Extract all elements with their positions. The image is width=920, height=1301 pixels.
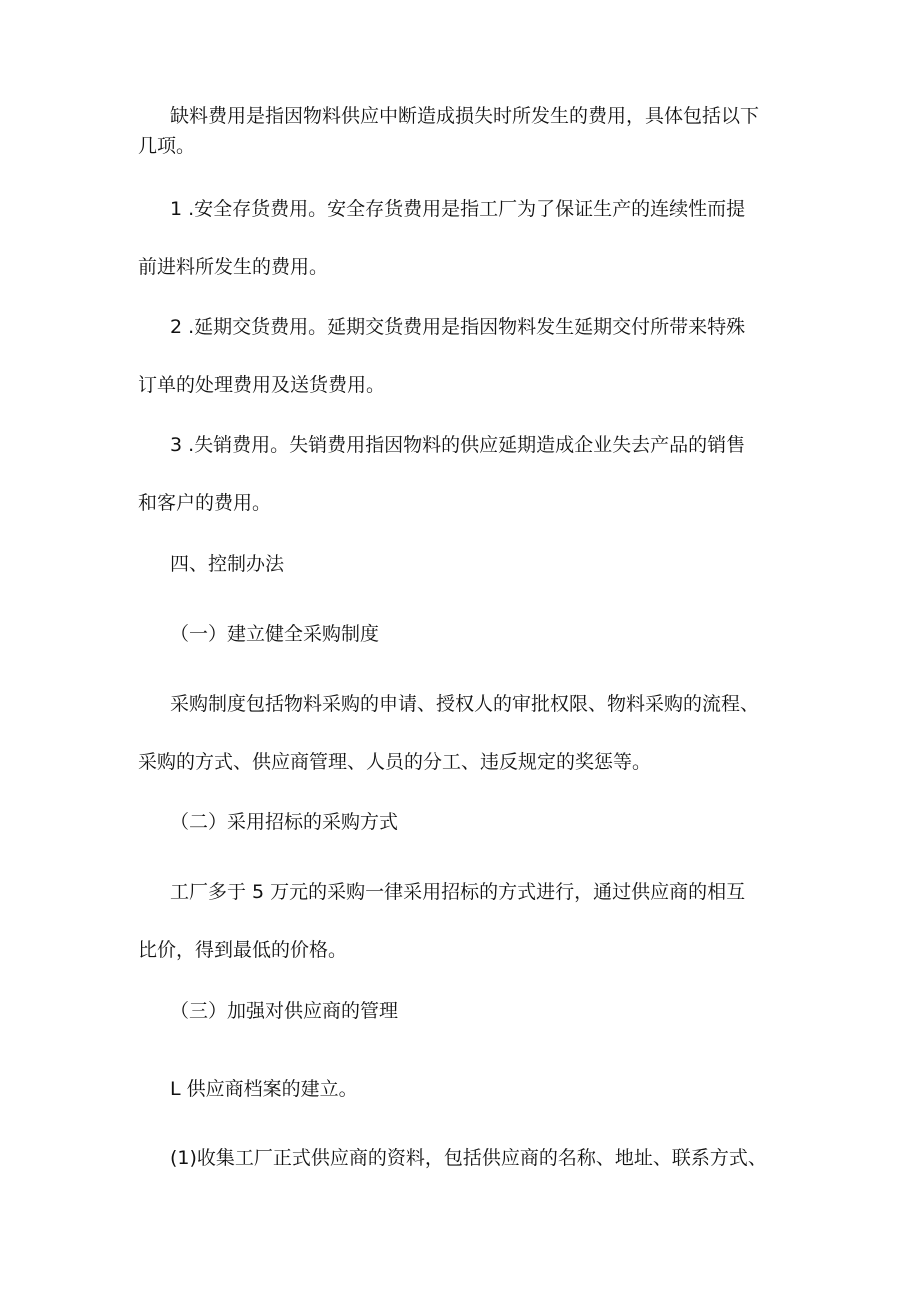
paragraph-delayed-delivery-cost bbox=[138, 312, 788, 400]
paragraph-line: 3 .失销费用。失销费用指因物料的供应延期造成企业失去产品的销售 bbox=[170, 434, 746, 456]
heading-line: 四、控制办法 bbox=[170, 553, 285, 575]
paragraph-shortage-cost-intro bbox=[138, 101, 788, 161]
paragraph-safety-stock-cost bbox=[138, 194, 788, 282]
subheading-supplier-management bbox=[138, 996, 788, 1026]
paragraph-line: 缺料费用是指因物料供应中断造成损失时所发生的费用，具体包括以下 bbox=[170, 105, 760, 127]
paragraph-line: (1)收集工厂正式供应商的资料，包括供应商的名称、地址、联系方式、 bbox=[170, 1147, 767, 1169]
paragraph-procurement-system bbox=[138, 689, 788, 777]
heading-line: （一）建立健全采购制度 bbox=[170, 623, 380, 645]
paragraph-line: 订单的处理费用及送货费用。 bbox=[138, 374, 386, 396]
heading-line: （二）采用招标的采购方式 bbox=[170, 811, 399, 833]
subheading-bidding-procurement bbox=[138, 807, 788, 837]
subheading-procurement-system bbox=[138, 619, 788, 649]
paragraph-line: 1 .安全存货费用。安全存货费用是指工厂为了保证生产的连续性而提 bbox=[170, 198, 746, 220]
paragraph-line: 和客户的费用。 bbox=[138, 492, 272, 514]
paragraph-line: 采购制度包括物料采购的申请、授权人的审批权限、物料采购的流程、 bbox=[170, 693, 760, 715]
paragraph-line: L 供应商档案的建立。 bbox=[170, 1078, 358, 1100]
paragraph-line: 前进料所发生的费用。 bbox=[138, 256, 329, 278]
paragraph-lost-sales-cost bbox=[138, 430, 788, 518]
paragraph-line: 采购的方式、供应商管理、人员的分工、违反规定的奖惩等。 bbox=[138, 751, 652, 773]
paragraph-supplier-data-collection bbox=[138, 1143, 788, 1173]
paragraph-supplier-file bbox=[138, 1074, 788, 1104]
heading-line: （三）加强对供应商的管理 bbox=[170, 1000, 399, 1022]
paragraph-line: 工厂多于 5 万元的采购一律采用招标的方式进行，通过供应商的相互 bbox=[170, 881, 746, 903]
paragraph-line: 几项。 bbox=[138, 135, 196, 157]
paragraph-bidding-procurement bbox=[138, 877, 788, 965]
paragraph-line: 2 .延期交货费用。延期交货费用是指因物料发生延期交付所带来特殊 bbox=[170, 316, 746, 338]
paragraph-line: 比价，得到最低的价格。 bbox=[138, 939, 348, 961]
section-heading-control-methods bbox=[138, 549, 788, 579]
